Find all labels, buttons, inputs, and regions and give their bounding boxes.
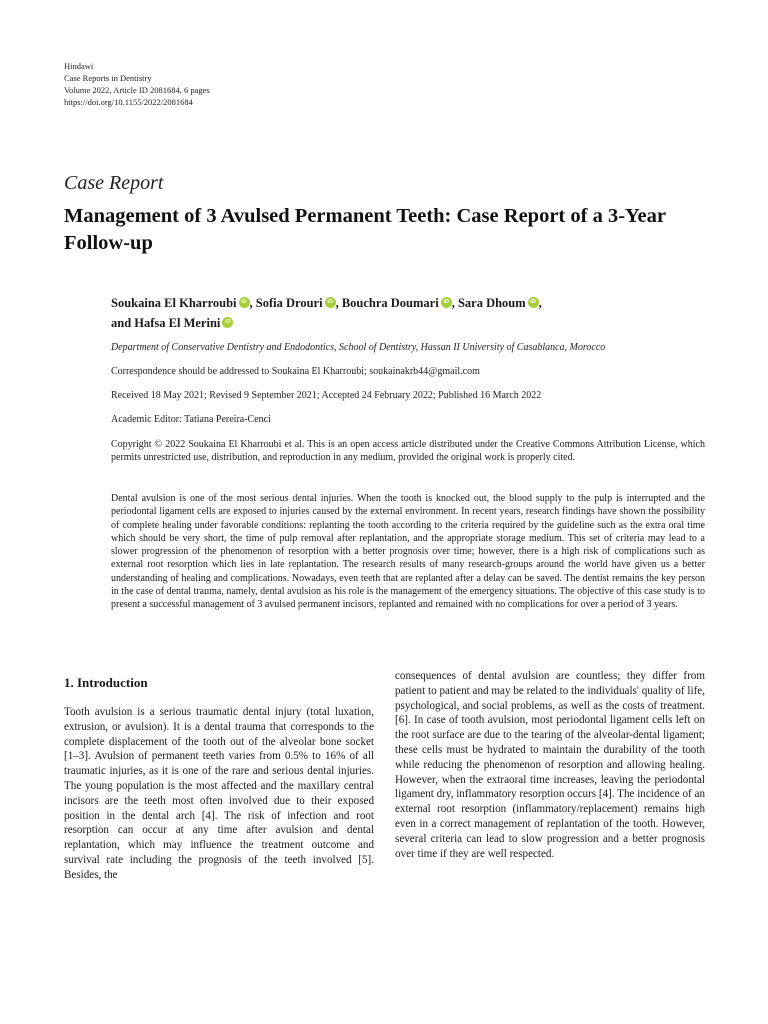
academic-editor: Academic Editor: Tatiana Pereira-Cenci: [111, 414, 271, 425]
orcid-icon[interactable]: [528, 297, 539, 308]
abstract: Dental avulsion is one of the most serious dental injuries. When the tooth is knocked out, the blood supply to the pulp is interrupted and the periodontal ligament cells are exposed to injuries caused by the external environment. In recent years, research findings have shown the possibility of complete healing under favorable conditions: replanting the tooth according to the criteria required by the guideline such as the extra oral time which should be very short, the time of pulp removal after replantation, and the appropriate storage medium. This set of criteria may lead to a slower progression of the phenomenon of resorption with a better prognosis over time; however, there is a high risk of complications such as external root resorption which lies in late replantation. The research results of many research-groups around the world have given us a better understanding of healing and complications. Nowadays, even teeth that are replanted after a delay can be saved. The dentist remains the key person in the case of dental trauma, namely, dental avulsion as his role is the management of the emergency situations. The objective of this case study is to present a successful management of 3 avulsed permanent incisors, replanted and remained with no complications for over a period of 3 years.: [111, 493, 705, 611]
orcid-icon[interactable]: [441, 297, 452, 308]
doi-link[interactable]: https://doi.org/10.1155/2022/2081684: [64, 97, 193, 107]
author-name[interactable]: Bouchra Doumari: [341, 296, 439, 310]
intro-column-left: Tooth avulsion is a serious traumatic dental injury (total luxation, extrusion, or avulsion). It is a dental trauma that corresponds to the complete displacement of the tooth out of the alveolar bone socket [1–3]. Avulsion of permanent teeth varies from 0.5% to 16% of all traumatic injuries, as it is one of the rare and serious dental injuries. The young population is the most affected and the maxillary central incisors are the teeth most often involved due to their exposed position in the dental arch [4]. The risk of infection and root resorption can occur at any time after avulsion and dental replantation, which may influence the treatment outcome and survival rate including the prognosis of the teeth involved [5]. Besides, the: [64, 706, 374, 881]
author-name[interactable]: and Hafsa El Merini: [111, 316, 221, 330]
journal-name: Case Reports in Dentistry: [64, 73, 152, 83]
author-separator: ,: [451, 296, 458, 310]
section-heading-introduction: 1. Introduction: [64, 675, 148, 690]
article-type: Case Report: [64, 172, 164, 194]
author-name[interactable]: Sofia Drouri: [255, 296, 323, 310]
author-separator: ,: [538, 296, 542, 310]
author-name[interactable]: Soukaina El Kharroubi: [111, 296, 237, 310]
author-separator: ,: [335, 296, 342, 310]
author-name[interactable]: Sara Dhoum: [457, 296, 526, 310]
publication-dates: Received 18 May 2021; Revised 9 September 2021; Accepted 24 February 2022; Published 16 March 2022: [111, 390, 542, 401]
volume-info: Volume 2022, Article ID 2081684, 6 pages: [64, 85, 210, 95]
orcid-icon[interactable]: [239, 297, 250, 308]
article-title: Management of 3 Avulsed Permanent Teeth: Case Report of a 3-Year Follow-up: [64, 205, 666, 254]
orcid-icon[interactable]: [325, 297, 336, 308]
affiliation: Department of Conservative Dentistry and Endodontics, School of Dentistry, Hassan II University of Casablanca, Morocco: [111, 342, 606, 353]
author-separator: ,: [249, 296, 256, 310]
orcid-icon[interactable]: [222, 317, 233, 328]
author-list: [111, 293, 671, 333]
journal-header: [64, 60, 210, 108]
copyright-notice: Copyright © 2022 Soukaina El Kharroubi et al. This is an open access article distributed under the Creative Commons Attribution License, which permits unrestricted use, distribution, and reproduction in any medium, provided the original work is properly cited.: [111, 439, 705, 464]
intro-column-right: consequences of dental avulsion are countless; they differ from patient to patient and may be related to the individuals' quality of life, psychological, and social problems, as well as the costs of treatment. [6]. In case of tooth avulsion, most periodontal ligament cells left on the root surface are due to the tearing of the alveolar-dental ligament; these cells must be hydrated to maintain the durability of the tooth while reducing the phenomenon of resorption and allowing healing. However, when the extraoral time increases, leaving the periodontal ligament dry, inflammatory resorption occurs [4]. The incidence of an external root resorption (inflammatory/replacement) remains high even in a correct management of replantation of the tooth. However, several criteria can lead to slow progression and a better prognosis over time if they are well respected.: [395, 670, 705, 860]
correspondence: Correspondence should be addressed to Soukaina El Kharroubi; soukainakrb44@gmail.com: [111, 366, 480, 377]
publisher-name: Hindawi: [64, 61, 94, 71]
